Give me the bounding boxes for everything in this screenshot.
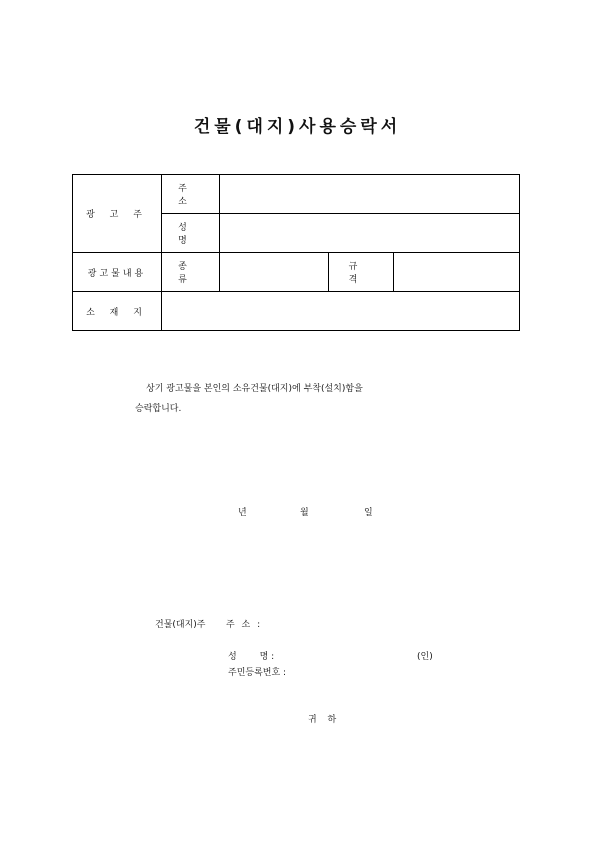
table-row: [73, 253, 520, 292]
size-label: 규 격: [329, 253, 394, 292]
owner-name-label: 성 명 :: [228, 652, 275, 662]
name-label: 성 명: [162, 214, 220, 253]
advertiser-label: 광 고 주: [73, 175, 162, 253]
document-title: 건물(대지)사용승락서: [193, 117, 402, 137]
date-day-label: 일: [364, 508, 373, 518]
closing-text: 귀 하: [308, 715, 341, 725]
ad-info-table: [72, 174, 520, 331]
table-row: [73, 175, 520, 214]
type-label: 종 류: [162, 253, 220, 292]
date-month-label: 월: [300, 508, 309, 518]
statement-line-2: 승락합니다.: [135, 404, 182, 414]
address-field[interactable]: [220, 175, 520, 214]
seal-mark: (인): [417, 652, 433, 662]
table-row: [73, 292, 520, 331]
owner-address-label: 주 소 :: [226, 620, 263, 630]
location-field[interactable]: [162, 292, 520, 331]
location-label: 소 재 지: [73, 292, 162, 331]
statement-line-1: 상기 광고물을 본인의 소유건물(대지)에 부착(설치)함을: [146, 384, 363, 394]
id-number-label: 주민등록번호 :: [228, 668, 287, 678]
owner-label: 건물(대지)주: [155, 620, 206, 630]
address-label: 주 소: [162, 175, 220, 214]
ad-content-label: 광고물내용: [73, 253, 162, 292]
date-year-label: 년: [238, 508, 247, 518]
name-field[interactable]: [220, 214, 520, 253]
type-field[interactable]: [220, 253, 329, 292]
size-field[interactable]: [394, 253, 520, 292]
